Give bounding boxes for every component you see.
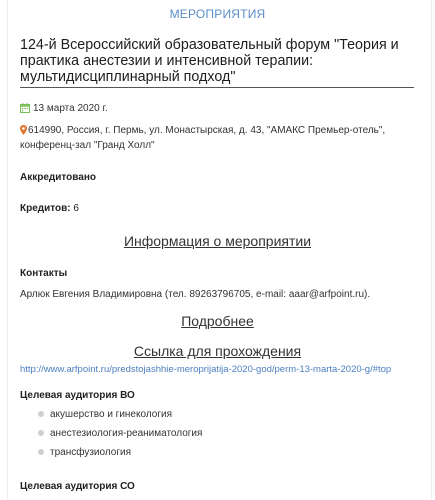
bullet-dot-icon	[38, 411, 44, 417]
bullet-dot-icon	[38, 449, 44, 455]
title-divider	[20, 87, 414, 88]
audience-so-heading: Целевая аудитория СО	[20, 481, 135, 492]
accreditation-status: Аккредитовано	[20, 172, 96, 183]
section-category[interactable]: МЕРОПРИЯТИЯ	[169, 7, 266, 21]
credits-value: 6	[73, 203, 79, 214]
list-item: акушерство и гинекология	[38, 408, 202, 427]
pass-link-heading[interactable]: Ссылка для прохождения	[133, 343, 302, 359]
calendar-icon	[20, 103, 30, 117]
audience-vo-heading: Целевая аудитория ВО	[20, 390, 135, 401]
list-item: трансфузиология	[38, 446, 202, 465]
contacts-text: Арлюк Евгения Владимировна (тел. 89263796705, e-mail: aaar@arfpoint.ru).	[20, 289, 371, 300]
pass-link-url[interactable]: http://www.arfpoint.ru/predstojashhie-meroprijatija-2020-god/perm-13-marta-2020-g/#top	[20, 364, 392, 375]
event-date-row	[20, 102, 108, 117]
list-item: анестезиология-реаниматология	[38, 427, 202, 446]
event-address: 614990, Россия, г. Пермь, ул. Монастырская, д. 43, "АМАКС Премьер-отель", конференц-зал "Гранд Холл"	[20, 125, 386, 151]
event-date: 13 марта 2020 г.	[33, 103, 108, 114]
event-address-row	[20, 124, 415, 152]
bullet-dot-icon	[38, 430, 44, 436]
credits-row	[20, 203, 79, 214]
audience-vo-list	[38, 408, 202, 465]
event-info-link[interactable]: Информация о мероприятии	[123, 233, 312, 249]
details-link[interactable]: Подробнее	[181, 313, 254, 329]
event-title: 124-й Всероссийский образовательный форум "Теория и практика анестезии и интенсивной терапии: мультидисциплинарный подход"	[20, 37, 399, 85]
contacts-heading: Контакты	[20, 268, 68, 279]
map-pin-icon	[20, 125, 27, 139]
credits-label: Кредитов:	[20, 203, 71, 214]
